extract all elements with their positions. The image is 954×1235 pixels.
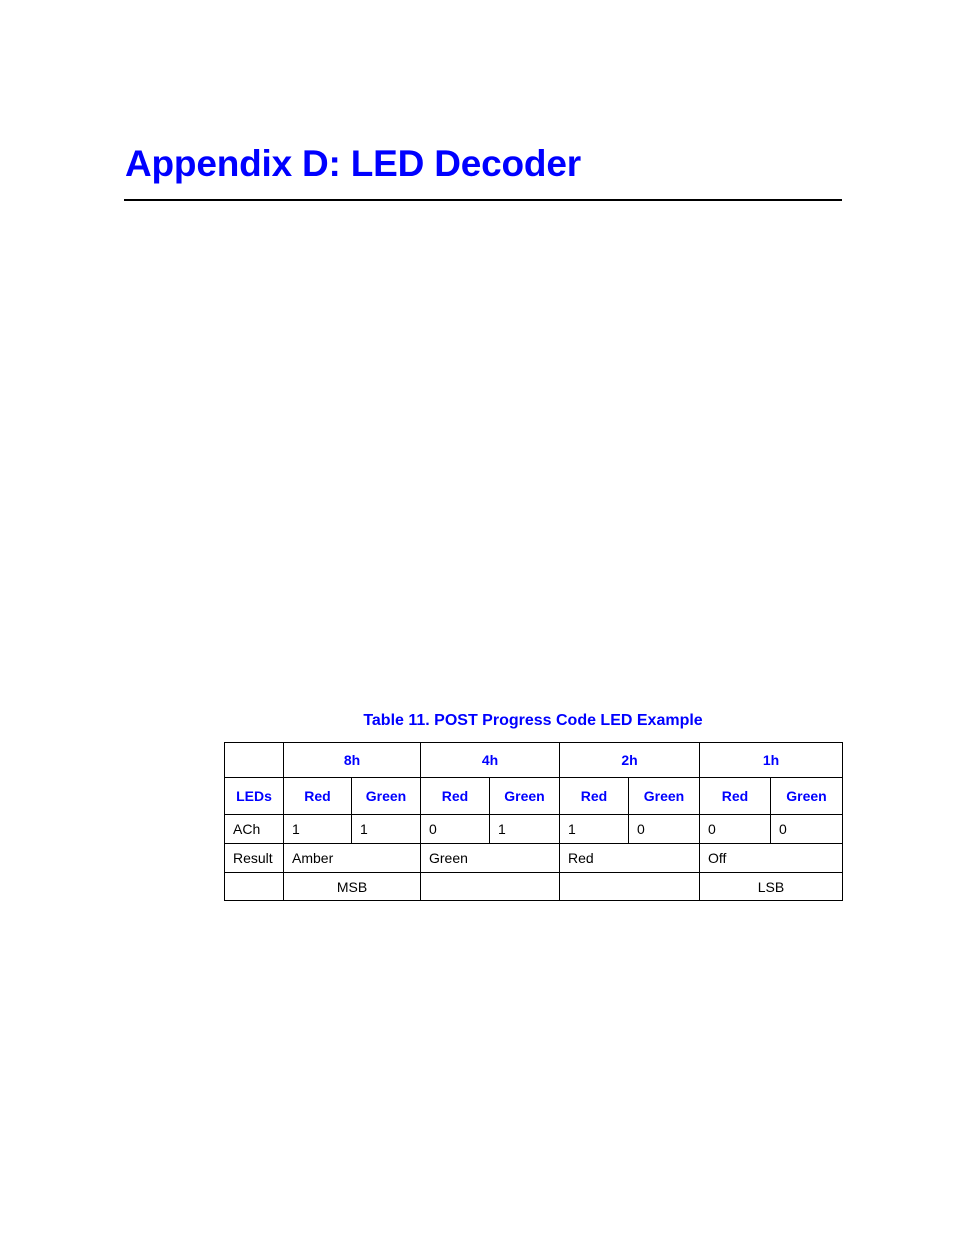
color-header: Green [771,778,843,815]
result-value: Amber [284,844,421,873]
significance-row [225,873,843,901]
significance-value [560,873,700,901]
ach-row [225,815,843,844]
bit-header: 2h [560,743,700,778]
color-header: Red [421,778,490,815]
result-value: Red [560,844,700,873]
significance-value [421,873,560,901]
post-progress-led-table [224,742,843,901]
color-header: Green [629,778,700,815]
ach-value: 1 [560,815,629,844]
result-value: Off [700,844,843,873]
bit-header: 4h [421,743,560,778]
significance-label-cell [225,873,284,901]
table-corner-cell [225,743,284,778]
page-title: Appendix D: LED Decoder [125,143,581,184]
table-caption: Table 11. POST Progress Code LED Example [363,712,703,729]
ach-value: 1 [284,815,352,844]
result-value: Green [421,844,560,873]
ach-value: 1 [490,815,560,844]
color-header: Red [700,778,771,815]
color-header-row [225,778,843,815]
bit-header-row [225,743,843,778]
leds-label: LEDs [225,778,284,815]
bit-header: 1h [700,743,843,778]
ach-value: 0 [700,815,771,844]
color-header: Red [560,778,629,815]
ach-value: 1 [352,815,421,844]
result-row [225,844,843,873]
significance-value: MSB [284,873,421,901]
color-header: Green [352,778,421,815]
ach-label: ACh [225,815,284,844]
ach-value: 0 [771,815,843,844]
significance-value: LSB [700,873,843,901]
ach-value: 0 [421,815,490,844]
color-header: Red [284,778,352,815]
title-divider [124,199,842,201]
bit-header: 8h [284,743,421,778]
color-header: Green [490,778,560,815]
ach-value: 0 [629,815,700,844]
result-label: Result [225,844,284,873]
